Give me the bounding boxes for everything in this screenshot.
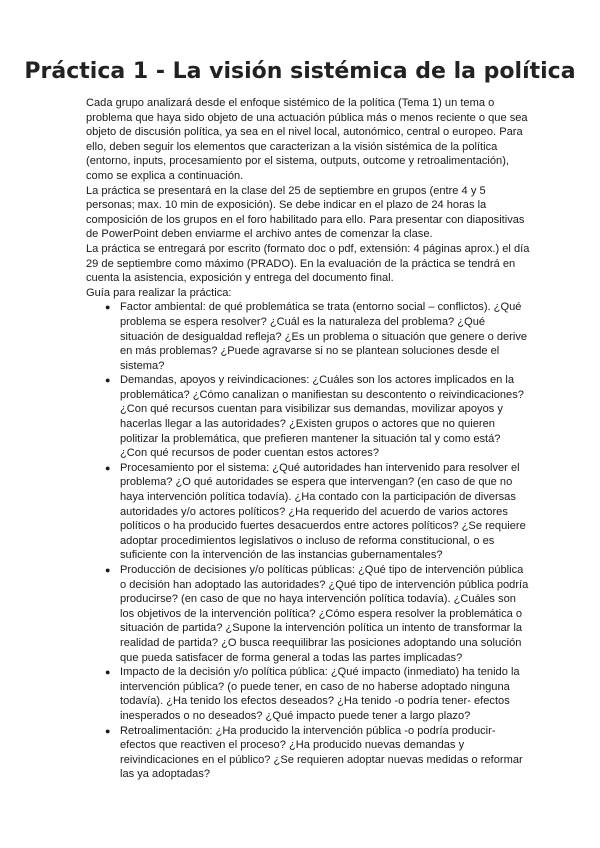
document-title: Práctica 1 - La visión sistémica de la política (24, 59, 576, 84)
list-item: ● Demandas, apoyos y reivindicaciones: ¿Cuáles son los actores implicados en la problemática? ¿Cómo canalizan o manifiestan su descontento o reivindicaciones? ¿Con qué recursos cuentan para visibilizar sus demandas, movilizar apoyos y hacerlas llegar a las autoridades? ¿Existen grupos o actores que no quieren politizar la problemática, que prefieren mantener la situación tal y como está? ¿Con qué recursos de poder cuentan estos actores? (86, 373, 530, 461)
list-item: ● Factor ambiental: de qué problemática se trata (entorno social – conflictos). ¿Qué problema se espera resolver? ¿Cuál es la naturaleza del problema? ¿Qué situación de desigualdad refleja? ¿Es un problema o situación que genere o derive en más problemas? ¿Puede agravarse si no se plantean soluciones desde el sistema? (86, 300, 530, 373)
guide-list (86, 300, 530, 782)
presentation-paragraph: La práctica se presentará en la clase del 25 de septiembre en grupos (entre 4 y 5 personas; max. 10 min de exposición). Se debe indicar en el plazo de 24 horas la composición de los grupos en el foro habilitado para ello. Para presentar con diapositivas de PowerPoint deben enviarme el archivo antes de comenzar la clase. (86, 184, 525, 241)
list-item: ● Impacto de la decisión y/o política pública: ¿Qué impacto (inmediato) ha tenido la intervención pública? (o puede tener, en caso de no haberse adoptado ninguna todavía). ¿Ha tenido los efectos deseados? ¿Ha tenido -o podría tener- efectos inesperados o no deseados? ¿Qué impacto puede tener a largo plazo? (86, 665, 530, 723)
document-body (86, 96, 530, 782)
guide-heading: Guía para realizar la práctica: (86, 286, 232, 299)
list-item: ● Procesamiento por el sistema: ¿Qué autoridades han intervenido para resolver el problema? ¿O qué autoridades se espera que intervengan? (en caso de que no haya intervención política todavía). ¿Ha contado con la participación de diversas autoridades y/o actores políticos? ¿Ha requerido del acuerdo de varios actores políticos o ha producido fuertes desacuerdos entre actores políticos? ¿Se requiere adoptar procedimientos legislativos o incluso de reforma constitucional, o es suficiente con la intervención de las instancias gubernamentales? (86, 461, 530, 563)
list-item: ● Retroalimentación: ¿Ha producido la intervención pública -o podría producir- efectos que reactiven el proceso? ¿Ha producido nuevas demandas y reivindicaciones en el público? ¿Se requieren adoptar nuevas medidas o reformar las ya adoptadas? (86, 724, 530, 782)
intro-paragraph: Cada grupo analizará desde el enfoque sistémico de la política (Tema 1) un tema o problema que haya sido objeto de una actuación pública más o menos reciente o que sea objeto de discusión política, ya sea en el nivel local, autonómico, central o europeo. Para ello, deben seguir los elementos que caracterizan a la visión sistémica de la política (entorno, inputs, procesamiento por el sistema, outputs, outcome y retroalimentación), como se explica a continuación. (86, 97, 528, 182)
list-item: ● Producción de decisiones y/o políticas públicas: ¿Qué tipo de intervención pública o decisión han adoptado las autoridades? ¿Qué tipo de intervención pública podría producirse? (en caso de que no haya intervención política todavía). ¿Cuáles son los objetivos de la intervención política? ¿Cómo espera resolver la problemática o situación de partida? ¿Supone la intervención política un intento de transformar la realidad de partida? ¿O busca reequilibrar las posiciones adoptando una solución que pueda satisfacer de forma general a todas las partes implicadas? (86, 563, 530, 665)
submission-paragraph: La práctica se entregará por escrito (formato doc o pdf, extensión: 4 páginas aprox.) el día 29 de septiembre como máximo (PRADO). En la evaluación de la práctica se tendrá en cuenta la asistencia, exposición y entrega del documento final. (86, 242, 530, 285)
